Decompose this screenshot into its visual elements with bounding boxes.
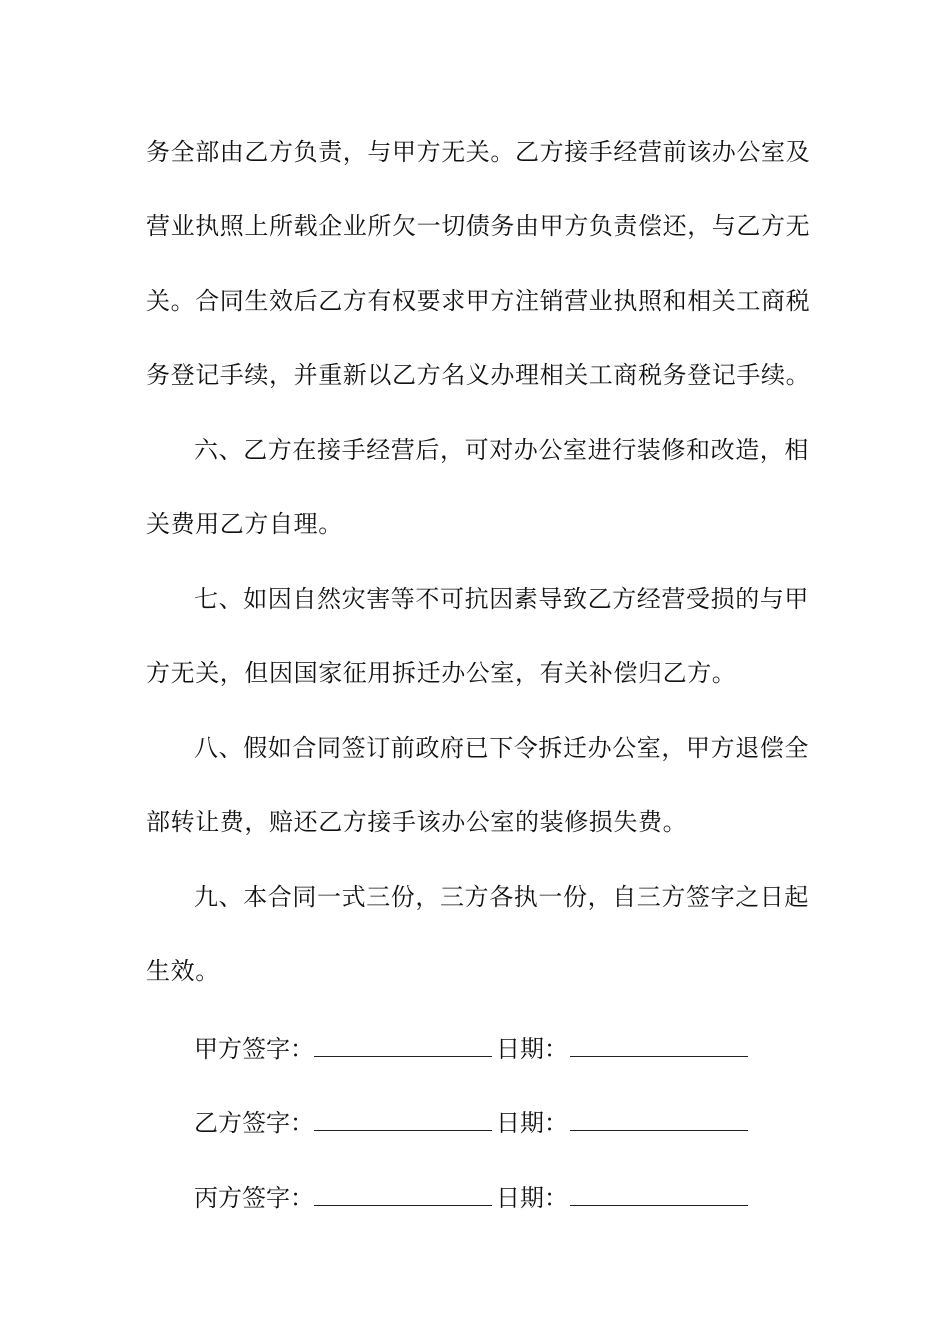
clause-8-line-2: 部转让费，赔还乙方接手该办公室的装修损失费。	[146, 808, 688, 836]
paragraph-1-line-4: 务登记手续，并重新以乙方名义办理相关工商税务登记手续。	[146, 361, 811, 389]
clause-9-line-1: 九、本合同一式三份，三方各执一份，自三方签字之日起	[194, 883, 809, 911]
date-blank	[570, 1183, 748, 1206]
signature-label: 丙方签字：	[194, 1184, 314, 1212]
date-label: 日期：	[496, 1035, 568, 1063]
date-label: 日期：	[496, 1109, 568, 1137]
clause-7-line-1: 七、如因自然灾害等不可抗因素导致乙方经营受损的与甲	[194, 585, 809, 613]
signature-row-party-c	[194, 1181, 752, 1215]
paragraph-1-line-3: 关。合同生效后乙方有权要求甲方注销营业执照和相关工商税	[146, 287, 811, 315]
clause-8-line-1: 八、假如合同签订前政府已下令拆迁办公室，甲方退偿全	[194, 734, 809, 762]
signature-label: 甲方签字：	[194, 1035, 314, 1063]
clause-6-line-2: 关费用乙方自理。	[146, 510, 343, 538]
signature-row-party-a	[194, 1032, 752, 1066]
date-blank	[570, 1034, 748, 1057]
paragraph-1-line-1: 务全部由乙方负责，与甲方无关。乙方接手经营前该办公室及	[146, 138, 811, 166]
signature-blank	[314, 1183, 492, 1206]
paragraph-1-line-2: 营业执照上所载企业所欠一切债务由甲方负责偿还，与乙方无	[146, 212, 811, 240]
clause-7-line-2: 方无关，但因国家征用拆迁办公室，有关补偿归乙方。	[146, 659, 737, 687]
clause-6-line-1: 六、乙方在接手经营后，可对办公室进行装修和改造，相	[194, 436, 809, 464]
signature-label: 乙方签字：	[194, 1109, 314, 1137]
date-label: 日期：	[496, 1184, 568, 1212]
signature-blank	[314, 1034, 492, 1057]
clause-9-line-2: 生效。	[146, 957, 220, 985]
signature-row-party-b	[194, 1106, 752, 1140]
date-blank	[570, 1108, 748, 1131]
signature-blank	[314, 1108, 492, 1131]
